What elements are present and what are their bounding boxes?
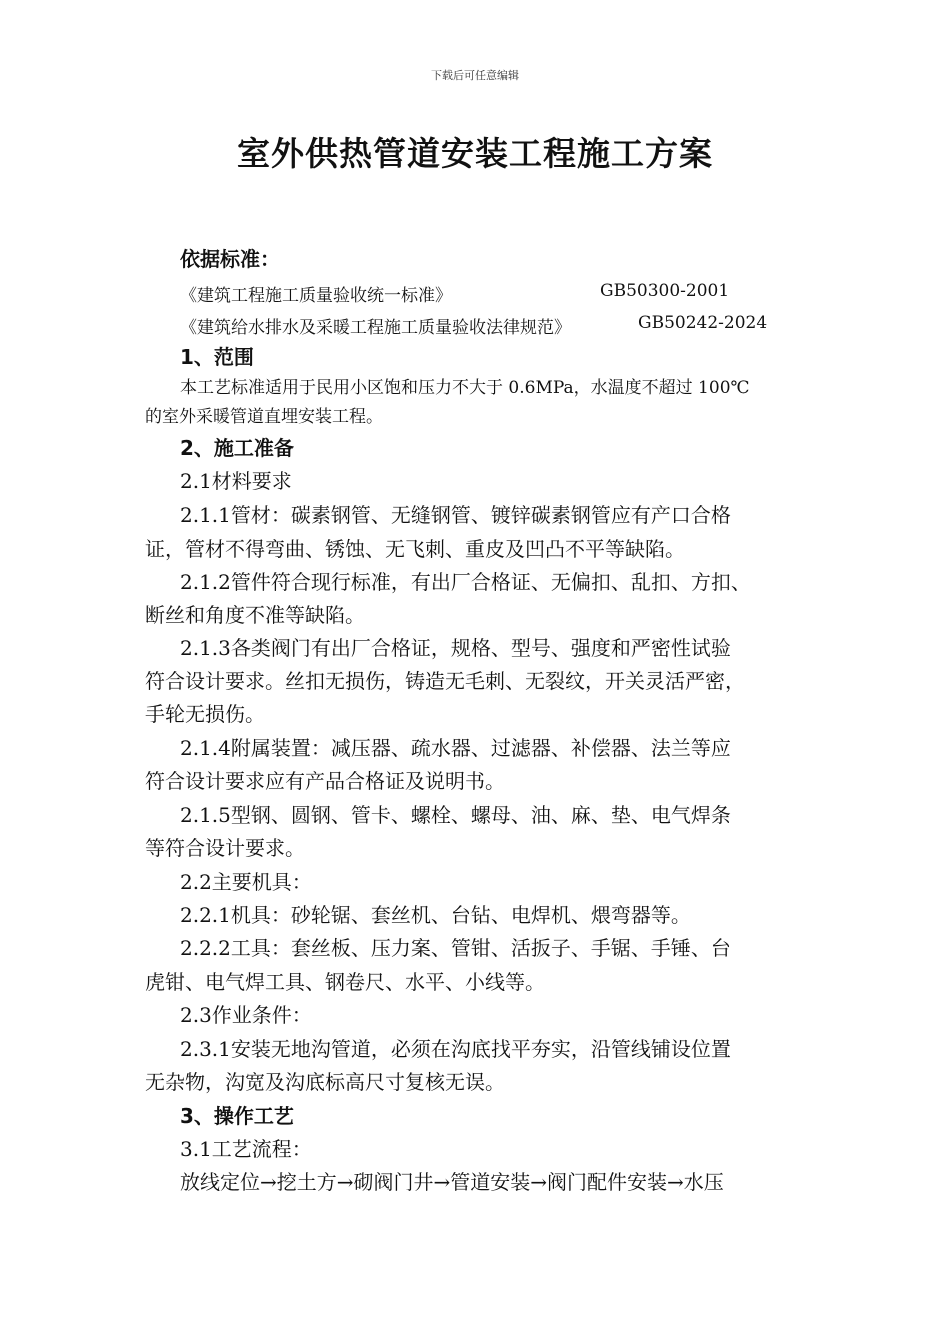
paragraph-line: 本工艺标准适用于民用小区饱和压力不大于 0.6MPa，水温度不超过 100℃ (180, 378, 750, 398)
paragraph-line: 2.1.3各类阀门有出厂合格证，规格、型号、强度和严密性试验 (180, 636, 731, 660)
basis-heading: 依据标准： (180, 247, 280, 271)
paragraph-line: 的室外采暖管道直埋安装工程。 (145, 407, 383, 427)
paragraph-line: 3.1工艺流程： (180, 1137, 312, 1161)
paragraph-line: 放线定位→挖土方→砌阀门井→管道安装→阀门配件安装→水压 (180, 1170, 724, 1194)
standard-name: 《建筑工程施工质量验收统一标准》 (180, 286, 452, 306)
paragraph-line: 2.2.1机具：砂轮锯、套丝机、台钻、电焊机、煨弯器等。 (180, 903, 691, 927)
paragraph-line: 2.1.4附属装置：减压器、疏水器、过滤器、补偿器、法兰等应 (180, 736, 731, 760)
paragraph-line: 虎钳、电气焊工具、钢卷尺、水平、小线等。 (145, 970, 545, 994)
paragraph-line: 2.1材料要求 (180, 469, 292, 493)
standard-code: GB50242-2024 (638, 313, 768, 333)
paragraph-line: 手轮无损伤。 (145, 702, 265, 726)
section-heading: 1、范围 (180, 345, 254, 369)
paragraph-line: 无杂物，沟宽及沟底标高尺寸复核无误。 (145, 1070, 505, 1094)
standard-ref (180, 313, 768, 338)
paragraph-line: 2.1.1管材：碳素钢管、无缝钢管、镀锌碳素钢管应有产口合格 (180, 503, 731, 527)
paragraph-line: 2.2.2工具：套丝板、压力案、管钳、活扳子、手锯、手锤、台 (180, 936, 731, 960)
paragraph-line: 2.2主要机具： (180, 870, 312, 894)
section-heading: 3、操作工艺 (180, 1104, 294, 1128)
section-heading: 2、施工准备 (180, 436, 294, 460)
paragraph-line: 2.3作业条件： (180, 1003, 312, 1027)
download-note: 下载后可任意编辑 (431, 69, 519, 82)
page-title: 室外供热管道安装工程施工方案 (237, 134, 713, 173)
paragraph-line: 2.3.1安装无地沟管道，必须在沟底找平夯实，沿管线铺设位置 (180, 1037, 731, 1061)
standard-ref (180, 281, 730, 306)
standard-name: 《建筑给水排水及采暖工程施工质量验收法律规范》 (180, 318, 571, 338)
paragraph-line: 2.1.5型钢、圆钢、管卡、螺栓、螺母、油、麻、垫、电气焊条 (180, 803, 731, 827)
paragraph-line: 断丝和角度不准等缺陷。 (145, 603, 365, 627)
paragraph-line: 符合设计要求应有产品合格证及说明书。 (145, 769, 505, 793)
paragraph-line: 符合设计要求。丝扣无损伤，铸造无毛刺、无裂纹，开关灵活严密， (145, 669, 745, 693)
paragraph-line: 证，管材不得弯曲、锈蚀、无飞刺、重皮及凹凸不平等缺陷。 (145, 537, 685, 561)
paragraph-line: 等符合设计要求。 (145, 836, 305, 860)
standard-code: GB50300-2001 (600, 281, 730, 301)
paragraph-line: 2.1.2管件符合现行标准，有出厂合格证、无偏扣、乱扣、方扣、 (180, 570, 751, 594)
